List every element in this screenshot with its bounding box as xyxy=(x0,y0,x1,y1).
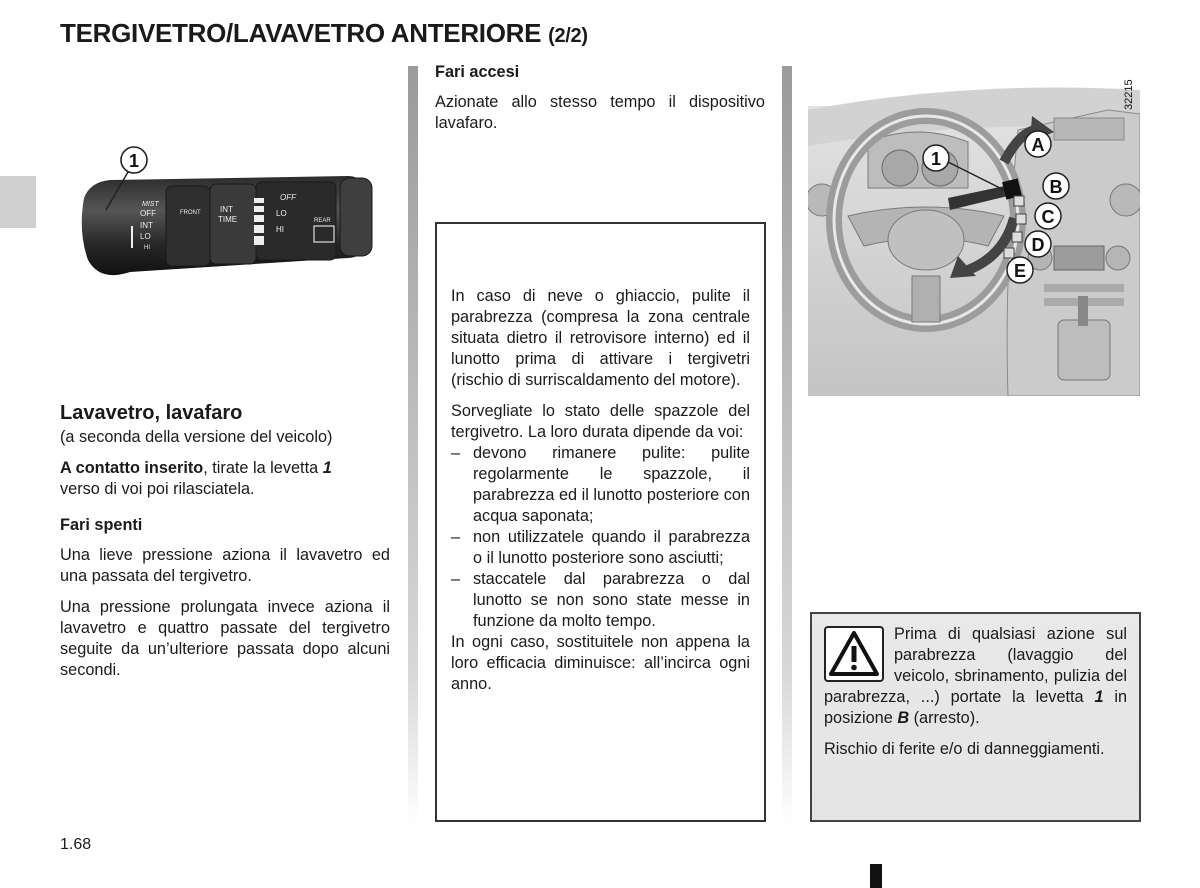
note-spazzole: Sorvegliate lo stato delle spazzole del tergivetro. La loro durata dipende da voi: xyxy=(451,402,750,441)
heading-note: (a seconda della versione del veicolo) xyxy=(60,428,333,446)
para-fari-accesi: Azionate allo stesso tempo il dispositivo lavafaro. xyxy=(435,93,765,132)
para-lieve-pressione: Una lieve pressione aziona il lavavetro ed una passata del tergivetro. xyxy=(60,546,390,585)
page-edge-marker xyxy=(870,864,882,888)
position-d-label: D xyxy=(1031,235,1045,255)
list-item: – non utilizzatele quando il parabrezza o il lunotto posteriore sono asciutti; xyxy=(451,527,750,569)
warning-num: 1 xyxy=(1094,688,1104,706)
warning-text-a: Prima di qualsiasi azione sul parabrezza (lavaggio del veicolo, sbrinamento, pulizia del parabrezza, ...) portate la levetta xyxy=(824,625,1127,706)
warning-triangle-icon xyxy=(824,626,884,682)
label-front: FRONT xyxy=(180,210,201,216)
label-int-time-1: INT xyxy=(220,205,233,214)
wiper-stalk-drawing xyxy=(70,140,390,300)
position-b-label: B xyxy=(1049,177,1063,197)
para-contatto-text: , tirate la levetta xyxy=(203,459,323,477)
note-sostituzione: In ogni caso, sostituitele non appena la loro efficacia diminuisce: all’incirca ogni anno. xyxy=(451,633,750,693)
section-fari-accesi: Fari accesi xyxy=(435,63,520,81)
label-rear: REAR xyxy=(314,218,331,224)
column-divider-right xyxy=(782,66,792,826)
column-divider-left xyxy=(408,66,418,826)
page-number: 1.68 xyxy=(60,836,92,853)
list-item: – devono rimanere pulite: pulite regolarmente le spazzole, il parabrezza ed il lunotto posteriore con acqua saponata; xyxy=(451,443,750,527)
para-contatto-tail: verso di voi poi rilasciatela. xyxy=(60,480,255,498)
position-c-label: C xyxy=(1041,207,1055,227)
warning-box xyxy=(810,612,1141,822)
warning-pos: B xyxy=(897,709,910,727)
dashboard-figure xyxy=(808,70,1140,396)
left-column xyxy=(60,402,390,681)
section-fari-spenti: Fari spenti xyxy=(60,516,143,534)
dashboard-drawing xyxy=(808,70,1140,396)
page-title-text: TERGIVETRO/LAVAVETRO ANTERIORE xyxy=(60,18,542,48)
dashboard-callout-1: 1 xyxy=(930,149,942,169)
label-lo-2: LO xyxy=(276,209,287,218)
label-hi: HI xyxy=(144,245,150,251)
label-off: OFF xyxy=(140,209,156,218)
chapter-tab xyxy=(0,176,36,228)
label-int: INT xyxy=(140,221,153,230)
wiper-stalk-figure xyxy=(70,140,390,300)
maintenance-note-box xyxy=(435,222,766,822)
warning-risk: Rischio di ferite e/o di danneggiamenti. xyxy=(824,740,1105,758)
warning-text-b: in posizione xyxy=(824,688,1127,727)
label-int-time-2: TIME xyxy=(218,215,238,224)
warning-text-c: (arresto). xyxy=(909,709,980,727)
para-contatto xyxy=(60,458,390,500)
label-off-2: OFF xyxy=(280,193,296,202)
figure-ref-code: 32215 xyxy=(1123,79,1135,110)
para-contatto-num: 1 xyxy=(322,459,332,477)
para-contatto-bold: A contatto inserito xyxy=(60,459,204,477)
position-a-label: A xyxy=(1031,135,1045,155)
middle-column-top xyxy=(435,63,765,134)
label-mist: MIST xyxy=(142,201,159,208)
position-e-label: E xyxy=(1013,261,1027,281)
note-neve-ghiaccio: In caso di neve o ghiaccio, pulite il parabrezza (compresa la zona centrale situata dietro il retrovisore interno) ed il lunotto prima di attivare i tergivetri (rischio di surriscaldamento del motore). xyxy=(451,287,750,389)
stalk-callout-1: 1 xyxy=(128,151,140,171)
page-title xyxy=(60,18,588,49)
page-title-suffix: (2/2) xyxy=(548,25,588,47)
label-lo: LO xyxy=(140,232,151,241)
note-list xyxy=(451,443,750,632)
para-pressione-prolungata: Una pressione prolungata invece aziona il lavavetro e quattro passate del tergivetro seguite da un’ulteriore passata dopo alcuni secondi. xyxy=(60,598,390,679)
list-item: – staccatele dal parabrezza o dal lunotto se non sono state messe in funzione da molto tempo. xyxy=(451,569,750,632)
label-hi-2: HI xyxy=(276,225,284,234)
heading-lavavetro: Lavavetro, lavafaro xyxy=(60,402,243,424)
